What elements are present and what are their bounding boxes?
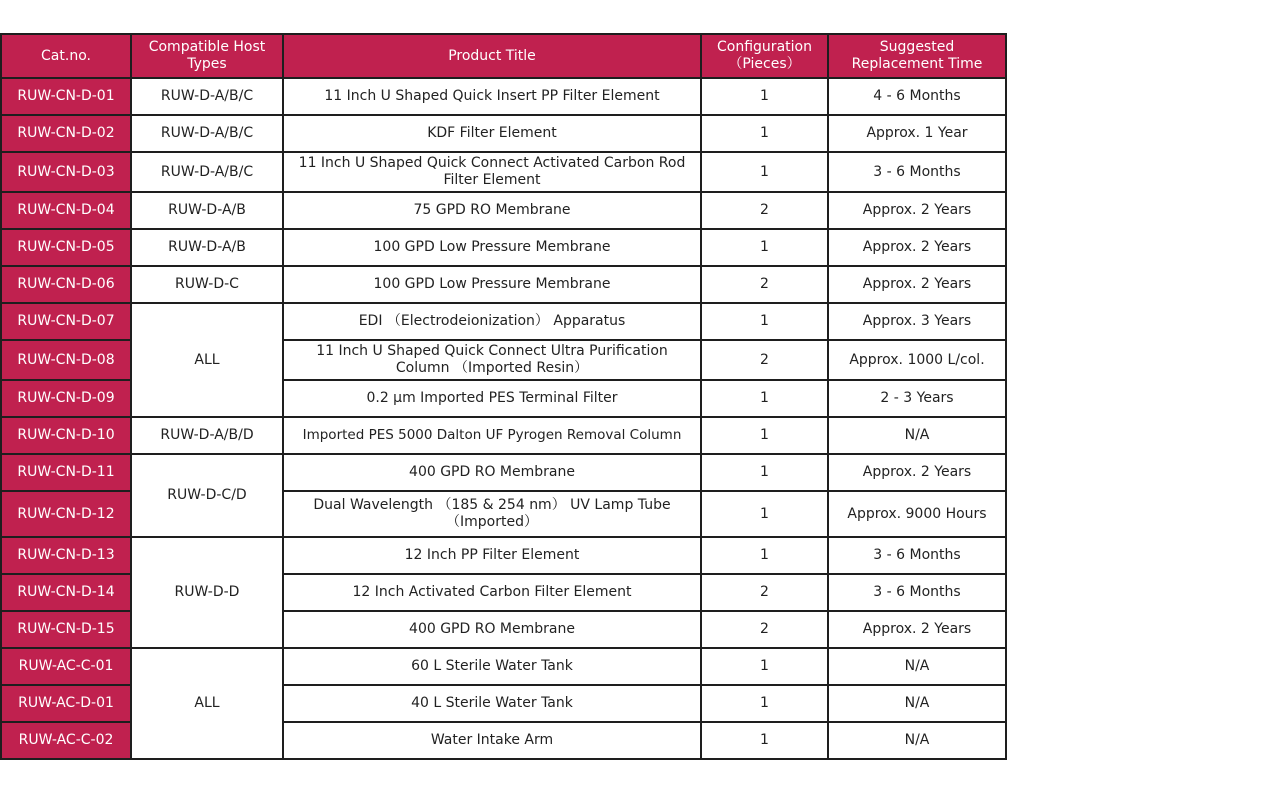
- cell-configuration: 1: [701, 380, 828, 417]
- cell-replacement-time: Approx. 2 Years: [828, 611, 1006, 648]
- cell-host-types: RUW-D-A/B/D: [131, 417, 283, 454]
- cell-cat-no: RUW-CN-D-03: [1, 152, 131, 192]
- cell-replacement-time: Approx. 1000 L/col.: [828, 340, 1006, 380]
- cell-product-title: Imported PES 5000 Dalton UF Pyrogen Removal Column: [283, 417, 701, 454]
- cell-configuration: 2: [701, 574, 828, 611]
- table-row: [1, 229, 1006, 266]
- cell-product-title: 400 GPD RO Membrane: [283, 611, 701, 648]
- table-header-row: [1, 34, 1006, 78]
- cell-replacement-time: 2 - 3 Years: [828, 380, 1006, 417]
- header-configuration: Configuration （Pieces）: [701, 34, 828, 78]
- cell-product-title: KDF Filter Element: [283, 115, 701, 152]
- cell-product-title: 12 Inch PP Filter Element: [283, 537, 701, 574]
- cell-cat-no: RUW-AC-D-01: [1, 685, 131, 722]
- cell-replacement-time: 4 - 6 Months: [828, 78, 1006, 115]
- cell-configuration: 2: [701, 266, 828, 303]
- cell-product-title: 11 Inch U Shaped Quick Connect Ultra Purification Column （Imported Resin）: [283, 340, 701, 380]
- table-row: [1, 454, 1006, 491]
- cell-product-title: Dual Wavelength （185 & 254 nm） UV Lamp Tube （Imported）: [283, 491, 701, 537]
- header-host-types: Compatible Host Types: [131, 34, 283, 78]
- cell-cat-no: RUW-CN-D-13: [1, 537, 131, 574]
- table-row: [1, 115, 1006, 152]
- cell-configuration: 2: [701, 340, 828, 380]
- cell-product-title: 40 L Sterile Water Tank: [283, 685, 701, 722]
- cell-cat-no: RUW-CN-D-14: [1, 574, 131, 611]
- cell-cat-no: RUW-CN-D-02: [1, 115, 131, 152]
- cell-product-title: 11 Inch U Shaped Quick Connect Activated Carbon Rod Filter Element: [283, 152, 701, 192]
- cell-product-title: 75 GPD RO Membrane: [283, 192, 701, 229]
- cell-configuration: 1: [701, 417, 828, 454]
- cell-host-types: RUW-D-C: [131, 266, 283, 303]
- header-cat-no: Cat.no.: [1, 34, 131, 78]
- cell-replacement-time: 3 - 6 Months: [828, 152, 1006, 192]
- cell-configuration: 1: [701, 537, 828, 574]
- cell-product-title: 400 GPD RO Membrane: [283, 454, 701, 491]
- cell-replacement-time: N/A: [828, 722, 1006, 759]
- cell-host-types: RUW-D-A/B/C: [131, 115, 283, 152]
- cell-configuration: 1: [701, 491, 828, 537]
- header-product-title: Product Title: [283, 34, 701, 78]
- cell-replacement-time: Approx. 2 Years: [828, 454, 1006, 491]
- cell-cat-no: RUW-CN-D-04: [1, 192, 131, 229]
- cell-host-types: ALL: [131, 303, 283, 417]
- cell-cat-no: RUW-CN-D-09: [1, 380, 131, 417]
- cell-cat-no: RUW-CN-D-07: [1, 303, 131, 340]
- header-replacement-time: Suggested Replacement Time: [828, 34, 1006, 78]
- table-row: [1, 648, 1006, 685]
- cell-cat-no: RUW-AC-C-02: [1, 722, 131, 759]
- cell-cat-no: RUW-CN-D-01: [1, 78, 131, 115]
- cell-configuration: 1: [701, 115, 828, 152]
- cell-product-title: 0.2 μm Imported PES Terminal Filter: [283, 380, 701, 417]
- cell-host-types: RUW-D-A/B: [131, 192, 283, 229]
- cell-replacement-time: N/A: [828, 685, 1006, 722]
- cell-host-types: RUW-D-A/B/C: [131, 152, 283, 192]
- cell-configuration: 1: [701, 722, 828, 759]
- cell-cat-no: RUW-AC-C-01: [1, 648, 131, 685]
- cell-replacement-time: N/A: [828, 417, 1006, 454]
- table-row: [1, 303, 1006, 340]
- cell-host-types: RUW-D-D: [131, 537, 283, 648]
- cell-configuration: 1: [701, 454, 828, 491]
- cell-configuration: 1: [701, 152, 828, 192]
- cell-replacement-time: Approx. 2 Years: [828, 266, 1006, 303]
- cell-product-title: Water Intake Arm: [283, 722, 701, 759]
- table-row: [1, 266, 1006, 303]
- cell-cat-no: RUW-CN-D-10: [1, 417, 131, 454]
- cell-product-title: 11 Inch U Shaped Quick Insert PP Filter Element: [283, 78, 701, 115]
- cell-cat-no: RUW-CN-D-06: [1, 266, 131, 303]
- cell-replacement-time: Approx. 2 Years: [828, 229, 1006, 266]
- table-row: [1, 152, 1006, 192]
- cell-product-title: 100 GPD Low Pressure Membrane: [283, 229, 701, 266]
- cell-host-types: ALL: [131, 648, 283, 759]
- cell-configuration: 2: [701, 611, 828, 648]
- table-row: [1, 537, 1006, 574]
- table-row: [1, 78, 1006, 115]
- cell-host-types: RUW-D-A/B/C: [131, 78, 283, 115]
- cell-replacement-time: 3 - 6 Months: [828, 537, 1006, 574]
- cell-configuration: 2: [701, 192, 828, 229]
- table-row: [1, 192, 1006, 229]
- cell-host-types: RUW-D-C/D: [131, 454, 283, 537]
- cell-cat-no: RUW-CN-D-05: [1, 229, 131, 266]
- cell-cat-no: RUW-CN-D-08: [1, 340, 131, 380]
- cell-host-types: RUW-D-A/B: [131, 229, 283, 266]
- cell-configuration: 1: [701, 229, 828, 266]
- cell-cat-no: RUW-CN-D-11: [1, 454, 131, 491]
- product-table: [0, 33, 1007, 760]
- cell-product-title: 12 Inch Activated Carbon Filter Element: [283, 574, 701, 611]
- cell-replacement-time: Approx. 3 Years: [828, 303, 1006, 340]
- cell-cat-no: RUW-CN-D-15: [1, 611, 131, 648]
- cell-product-title: 100 GPD Low Pressure Membrane: [283, 266, 701, 303]
- cell-replacement-time: Approx. 2 Years: [828, 192, 1006, 229]
- cell-replacement-time: Approx. 9000 Hours: [828, 491, 1006, 537]
- cell-product-title: 60 L Sterile Water Tank: [283, 648, 701, 685]
- cell-configuration: 1: [701, 78, 828, 115]
- cell-replacement-time: N/A: [828, 648, 1006, 685]
- cell-configuration: 1: [701, 685, 828, 722]
- cell-configuration: 1: [701, 648, 828, 685]
- cell-cat-no: RUW-CN-D-12: [1, 491, 131, 537]
- cell-product-title: EDI （Electrodeionization） Apparatus: [283, 303, 701, 340]
- cell-replacement-time: Approx. 1 Year: [828, 115, 1006, 152]
- table-row: [1, 417, 1006, 454]
- cell-replacement-time: 3 - 6 Months: [828, 574, 1006, 611]
- cell-configuration: 1: [701, 303, 828, 340]
